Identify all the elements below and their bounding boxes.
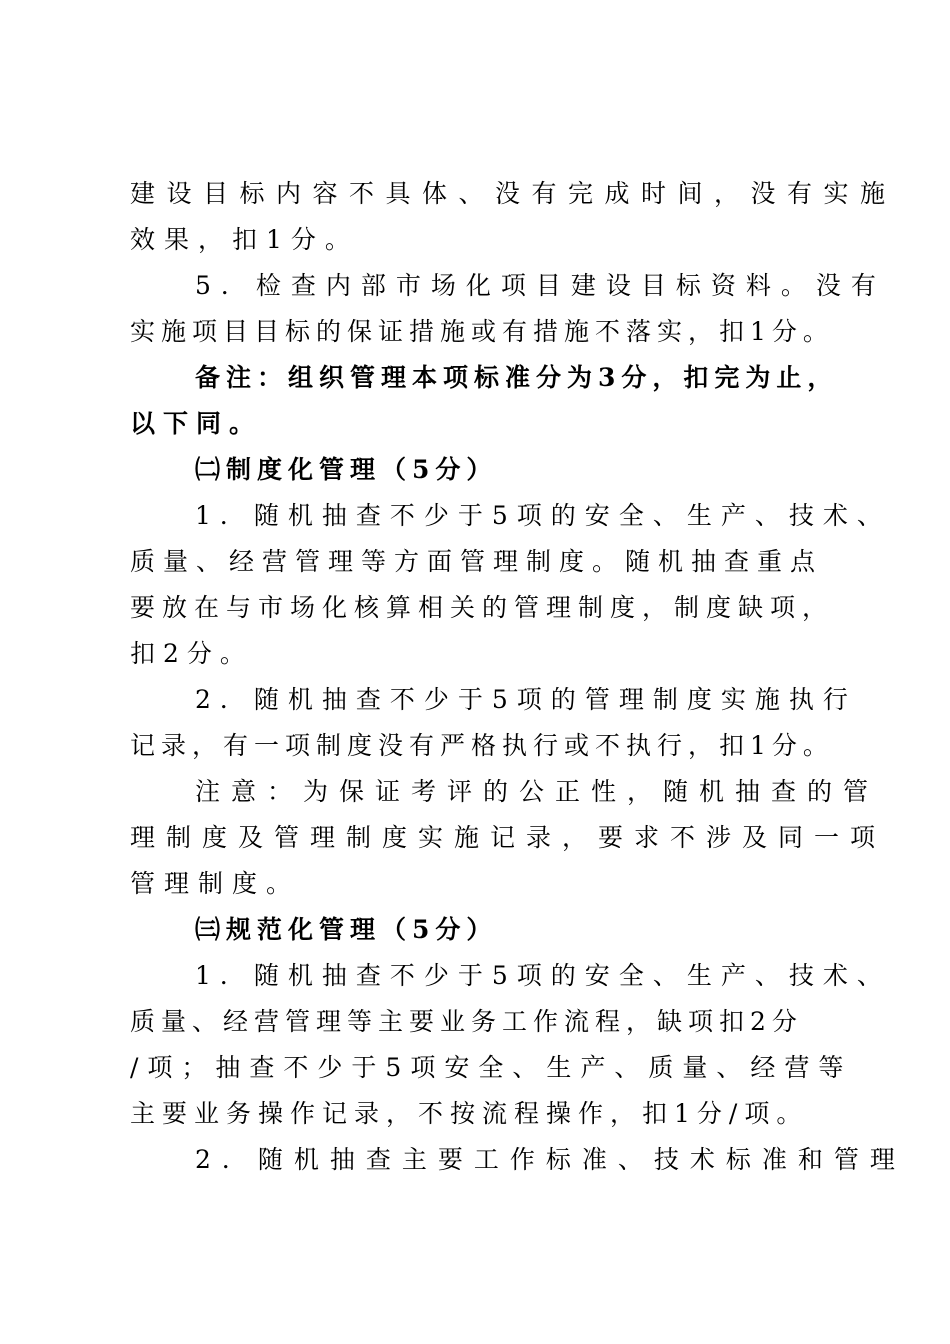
- body-line: 要放在与市场化核算相关的管理制度，制度缺项，: [130, 593, 835, 622]
- body-line: /项；抽查不少于5项安全、生产、质量、经营等: [130, 1053, 853, 1082]
- section-heading: ㈢规范化管理（5分）: [195, 915, 498, 944]
- body-line: 1．随机抽查不少于5项的安全、生产、技术、: [195, 961, 891, 990]
- section-heading: ㈡制度化管理（5分）: [195, 455, 498, 484]
- body-line: 5．检查内部市场化项目建设目标资料。没有: [195, 271, 886, 300]
- body-line: 记录，有一项制度没有严格执行或不执行，扣1分。: [130, 731, 834, 760]
- body-line: 扣2分。: [130, 639, 253, 668]
- body-line: 建设目标内容不具体、没有完成时间，没有实施: [130, 179, 897, 208]
- body-line: 管理制度。: [130, 869, 301, 898]
- body-line: 1．随机抽查不少于5项的安全、生产、技术、: [195, 501, 891, 530]
- body-line: 质量、经营管理等主要业务工作流程，缺项扣2分: [130, 1007, 803, 1036]
- body-line: 理制度及管理制度实施记录，要求不涉及同一项: [130, 823, 887, 852]
- body-line: 2．随机抽查主要工作标准、技术标准和管理: [195, 1145, 906, 1174]
- note-line: 备注：组织管理本项标准分为3分，扣完为止，: [195, 363, 839, 392]
- body-line: 主要业务操作记录，不按流程操作，扣1分/项。: [130, 1099, 809, 1128]
- body-line: 实施项目目标的保证措施或有措施不落实，扣1分。: [130, 317, 834, 346]
- note-line: 以下同。: [130, 409, 263, 438]
- body-line: 2．随机抽查不少于5项的管理制度实施执行: [195, 685, 857, 714]
- body-line: 质量、经营管理等方面管理制度。随机抽查重点: [130, 547, 824, 576]
- body-line: 注意：为保证考评的公正性，随机抽查的管: [195, 777, 880, 806]
- body-line: 效果，扣1分。: [130, 225, 359, 254]
